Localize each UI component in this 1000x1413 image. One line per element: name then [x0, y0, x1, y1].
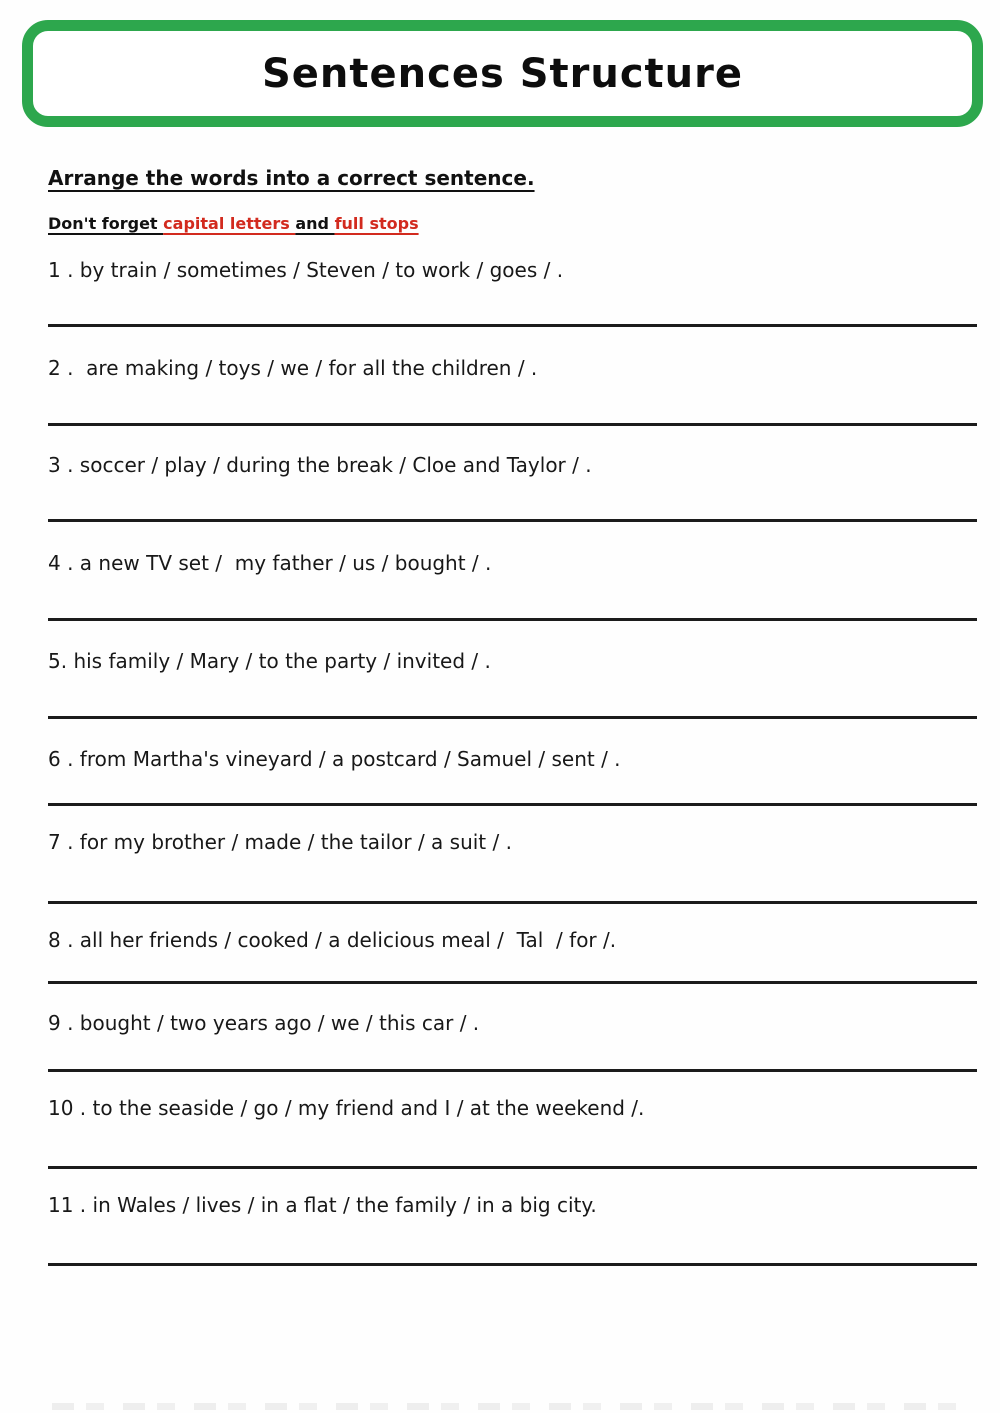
question-item-9	[48, 1010, 977, 1090]
question-text: 8 . all her friends / cooked / a delicious meal / Tal / for /.	[48, 928, 617, 952]
answer-line[interactable]	[48, 1069, 977, 1072]
answer-line[interactable]	[48, 901, 977, 904]
instruction-heading: Arrange the words into a correct sentence.	[48, 166, 535, 190]
question-item-4	[48, 550, 977, 630]
question-item-1	[48, 257, 977, 337]
note-middle: and	[295, 214, 335, 233]
note-line	[48, 214, 419, 233]
answer-line[interactable]	[48, 716, 977, 719]
question-item-3	[48, 452, 977, 532]
question-text: 7 . for my brother / made / the tailor / a suit / .	[48, 830, 512, 854]
answer-line[interactable]	[48, 618, 977, 621]
answer-line[interactable]	[48, 423, 977, 426]
question-item-2	[48, 355, 977, 435]
question-text: 6 . from Martha's vineyard / a postcard / Samuel / sent / .	[48, 747, 621, 771]
full-stops-highlight: full stops	[334, 214, 419, 233]
question-item-11	[48, 1192, 977, 1272]
question-text: 9 . bought / two years ago / we / this car / .	[48, 1011, 480, 1035]
question-text: 5. his family / Mary / to the party / invited / .	[48, 649, 491, 673]
answer-line[interactable]	[48, 1166, 977, 1169]
answer-line[interactable]	[48, 324, 977, 327]
answer-line[interactable]	[48, 803, 977, 806]
title-frame	[22, 20, 983, 127]
question-item-10	[48, 1095, 977, 1175]
question-text: 2 . are making / toys / we / for all the children / .	[48, 356, 538, 380]
question-text: 1 . by train / sometimes / Steven / to work / goes / .	[48, 258, 564, 282]
question-text: 10 . to the seaside / go / my friend and I / at the weekend /.	[48, 1096, 645, 1120]
cutoff-text-artifact	[52, 1403, 970, 1410]
note-prefix: Don't forget	[48, 214, 164, 233]
question-item-8	[48, 927, 977, 1007]
question-text: 3 . soccer / play / during the break / Cloe and Taylor / .	[48, 453, 592, 477]
question-item-7	[48, 829, 977, 909]
answer-line[interactable]	[48, 981, 977, 984]
answer-line[interactable]	[48, 519, 977, 522]
question-item-6	[48, 746, 977, 826]
question-item-5	[48, 648, 977, 728]
answer-line[interactable]	[48, 1263, 977, 1266]
page-title: Sentences Structure	[261, 50, 743, 97]
question-text: 11 . in Wales / lives / in a flat / the family / in a big city.	[48, 1193, 597, 1217]
question-text: 4 . a new TV set / my father / us / bought / .	[48, 551, 492, 575]
capital-letters-highlight: capital letters	[163, 214, 296, 233]
